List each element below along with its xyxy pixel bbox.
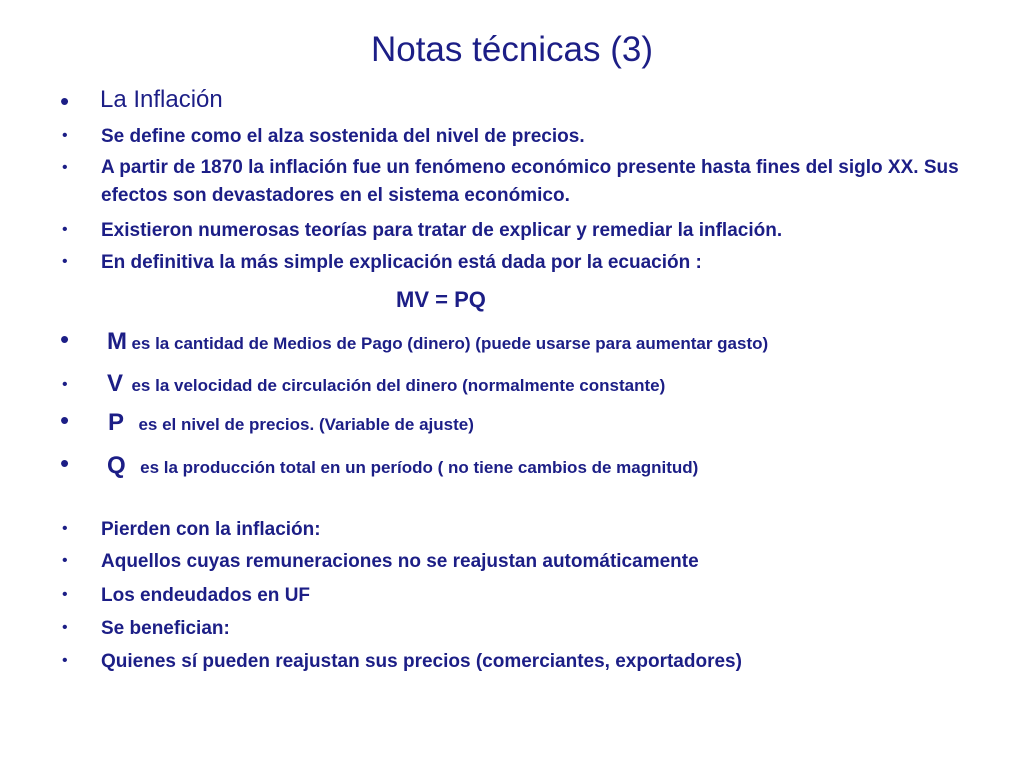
- bullet-icon: •: [62, 159, 68, 176]
- bullet-icon: •: [62, 619, 68, 636]
- bullet-icon: •: [62, 652, 68, 669]
- variable-letter: P: [108, 409, 125, 436]
- list-item-text: A partir de 1870 la inflación fue un fenómeno económico presente hasta fines del siglo XX. Sus efectos son devastadores en el sistema económico.: [101, 157, 959, 206]
- variable-description: es la velocidad de circulación del dinero (normalmente constante): [131, 376, 666, 395]
- variable-description: es la producción total en un período ( no tiene cambios de magnitud): [140, 458, 699, 477]
- variable-description: es el nivel de precios. (Variable de ajuste): [138, 415, 474, 434]
- bullet-icon: •: [62, 253, 68, 270]
- bullet-icon: •: [62, 127, 68, 144]
- variable-description: es la cantidad de Medios de Pago (dinero) (puede usarse para aumentar gasto): [131, 334, 769, 353]
- bullet-icon: •: [62, 221, 68, 238]
- list-item-text: Se define como el alza sostenida del nivel de precios.: [101, 126, 585, 147]
- bullet-icon: •: [62, 376, 68, 393]
- bullet-icon: •: [60, 448, 70, 478]
- variable-letter: M: [107, 328, 127, 355]
- list-item-text: Los endeudados en UF: [101, 585, 311, 606]
- bullet-icon: •: [62, 520, 68, 537]
- list-item-text: Se benefician:: [101, 618, 230, 639]
- list-item-text: Existieron numerosas teorías para tratar de explicar y remediar la inflación.: [101, 220, 783, 241]
- bullet-icon: •: [62, 552, 68, 569]
- list-item-text: Aquellos cuyas remuneraciones no se reajustan automáticamente: [101, 551, 699, 572]
- bullet-icon: •: [60, 86, 70, 116]
- list-item-text: Pierden con la inflación:: [101, 519, 321, 540]
- variable-letter: Q: [107, 452, 126, 479]
- list-item-text: En definitiva la más simple explicación está dada por la ecuación :: [101, 252, 702, 273]
- slide-title: Notas técnicas (3): [370, 30, 654, 69]
- equation: MV = PQ: [396, 287, 486, 312]
- bullet-icon: •: [60, 324, 70, 354]
- bullet-icon: •: [60, 405, 70, 435]
- bullet-icon: •: [62, 586, 68, 603]
- variable-letter: V: [107, 370, 124, 397]
- list-item-text: Quienes sí pueden reajustan sus precios (comerciantes, exportadores): [101, 651, 742, 672]
- heading-text: La Inflación: [100, 86, 223, 113]
